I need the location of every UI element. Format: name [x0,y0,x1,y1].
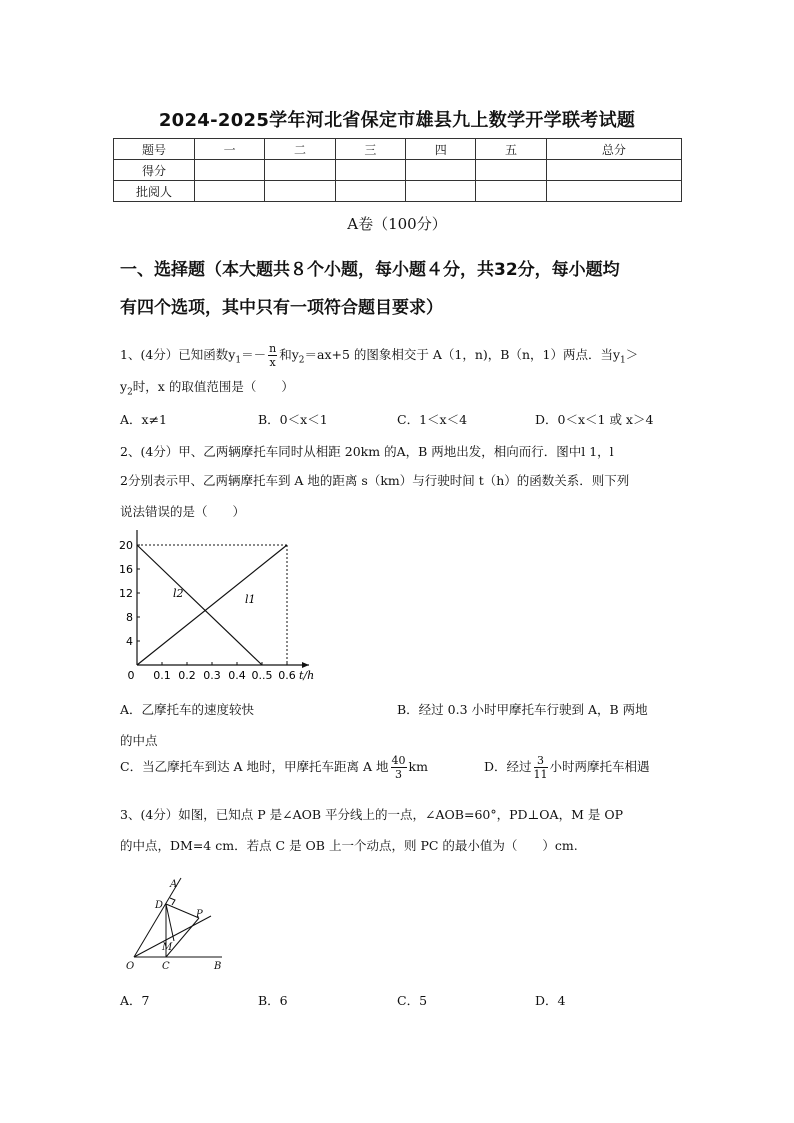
q1-option-d[interactable]: D．0＜x＜1 或 x＞4 [535,412,654,427]
table-cell: 题号 [114,139,195,160]
x-tick-label: 0.1 [153,669,171,682]
label-p: P [196,909,203,920]
angle-bisector-figure [118,872,238,972]
x-axis-arrow [302,662,309,668]
option-text: 小时两摩托车相遇 [549,759,650,774]
bisector-op [134,916,211,957]
table-cell: 五 [476,139,546,160]
series-label-l2: l2 [173,587,184,600]
table-cell[interactable] [406,160,476,181]
x-tick-label: 0.4 [228,669,246,682]
option-text: km [408,759,428,774]
q3-stem-line2: 的中点，DM=4 cm．若点 C 是 OB 上一个动点，则 PC 的最小值为（ ）cm. [120,838,578,853]
table-row [114,160,682,181]
table-row [114,181,682,202]
q1-text: 时，x 的取值范围是（ ） [132,379,294,394]
option-text: C．当乙摩托车到达 A 地时，甲摩托车距离 A 地 [120,759,389,774]
q2-stem-line3: 说法错误的是（ ） [120,504,246,519]
table-cell[interactable] [406,181,476,202]
q1-text: ＝－ [241,347,267,362]
q1-option-a[interactable]: A．x≠1 [120,412,168,427]
score-table [113,138,682,202]
q3-stem-line1: 3、(4分）如图，已知点 P 是∠AOB 平分线上的一点，∠AOB=60°，PD⊥OA，M 是 OP [120,807,623,822]
table-cell: 四 [406,139,476,160]
table-cell[interactable] [195,181,265,202]
volume-label: A卷（100分） [347,215,447,233]
x-axis-label: t/h [299,669,315,682]
q3-option-c[interactable]: C．5 [397,993,428,1008]
series-line-l1 [137,545,287,665]
table-cell[interactable] [546,160,681,181]
q1-text: y [120,379,128,394]
series-label-l1: l1 [245,593,256,606]
label-m: M [162,942,173,953]
q1-stem-line2 [120,377,294,398]
segment-dm [166,904,174,941]
table-cell: 三 [335,139,405,160]
fraction-denominator: 3 [395,768,403,781]
segment-pd [166,904,199,918]
table-cell[interactable] [476,181,546,202]
q2-option-a[interactable]: A．乙摩托车的速度较快 [120,702,255,717]
q3-option-d[interactable]: D．4 [535,993,566,1008]
section-heading-line1: 一、选择题（本大题共８个小题，每小题４分，共32分，每小题均 [120,260,620,280]
fraction-denominator: x [269,356,276,369]
x-tick-label: 0.3 [203,669,221,682]
q2-option-c[interactable] [120,754,428,781]
score-table-header [114,139,682,160]
label-o: O [126,961,135,972]
y-tick-label: 20 [119,539,133,552]
q2-stem-line2: 2分别表示甲、乙两辆摩托车到 A 地的距离 s（km）与行驶时间 t（h）的函数关系．则下列 [120,473,630,488]
fraction-numerator: 40 [391,754,406,767]
fraction-denominator: 11 [533,768,548,781]
table-cell[interactable] [195,160,265,181]
section-heading-line2: 有四个选项，其中只有一项符合题目要求） [120,298,443,318]
q2-stem-line1: 2、(4分）甲、乙两辆摩托车同时从相距 20km 的A，B 两地出发，相向而行．图中l 1，l [120,444,614,459]
label-b: B [214,961,222,972]
table-cell[interactable] [265,160,335,181]
option-text: D．经过 [484,759,532,774]
subscript: 1 [620,355,626,366]
x-tick-label: 0..5 [251,669,273,682]
table-cell[interactable] [335,160,405,181]
q2-option-d[interactable] [484,754,650,781]
q3-option-a[interactable]: A．7 [120,993,150,1008]
label-c: C [162,961,170,972]
table-cell[interactable] [546,181,681,202]
fraction-numerator: n [269,342,277,355]
right-angle-mark [170,898,175,905]
fraction [534,754,548,781]
label-d: D [155,900,164,911]
fraction-numerator: 3 [534,754,548,768]
q1-text: ＝ax+5 的图象相交于 A（1，n)，B（n，1）两点．当y [304,347,621,362]
table-cell: 得分 [114,160,195,181]
y-tick-label: 12 [119,587,133,600]
table-cell: 二 [265,139,335,160]
subscript: 2 [127,387,133,398]
q1-text: 和y [279,347,299,362]
q1-option-c[interactable]: C．1＜x＜4 [397,412,468,427]
table-cell: 总分 [546,139,681,160]
distance-time-chart [112,530,322,690]
q2-option-b[interactable]: B．经过 0.3 小时甲摩托车行驶到 A，B 两地 [397,702,648,717]
x-tick-label: 0.6 [278,669,296,682]
y-tick-label: 16 [119,563,133,576]
q1-stem-line1 [120,342,638,369]
fraction [391,754,407,781]
table-cell[interactable] [335,181,405,202]
q1-text: 1、(4分）已知函数y [120,347,236,362]
subscript: 1 [235,355,242,366]
subscript: 2 [298,355,305,366]
table-cell[interactable] [476,160,546,181]
table-cell[interactable] [265,181,335,202]
table-cell: 一 [195,139,265,160]
q1-option-b[interactable]: B．0＜x＜1 [258,412,328,427]
origin-label: 0 [127,669,135,682]
table-cell: 批阅人 [114,181,195,202]
q2-option-b-cont: 的中点 [120,733,158,748]
q3-option-b[interactable]: B．6 [258,993,288,1008]
exam-title: 2024-2025学年河北省保定市雄县九上数学开学联考试题 [158,110,636,131]
fraction [268,342,277,369]
label-a: A [170,879,178,890]
y-tick-label: 4 [126,635,133,648]
y-tick-label: 8 [126,611,133,624]
series-line-l2 [137,545,262,665]
x-tick-label: 0.2 [178,669,196,682]
q1-text: ＞ [625,347,639,362]
